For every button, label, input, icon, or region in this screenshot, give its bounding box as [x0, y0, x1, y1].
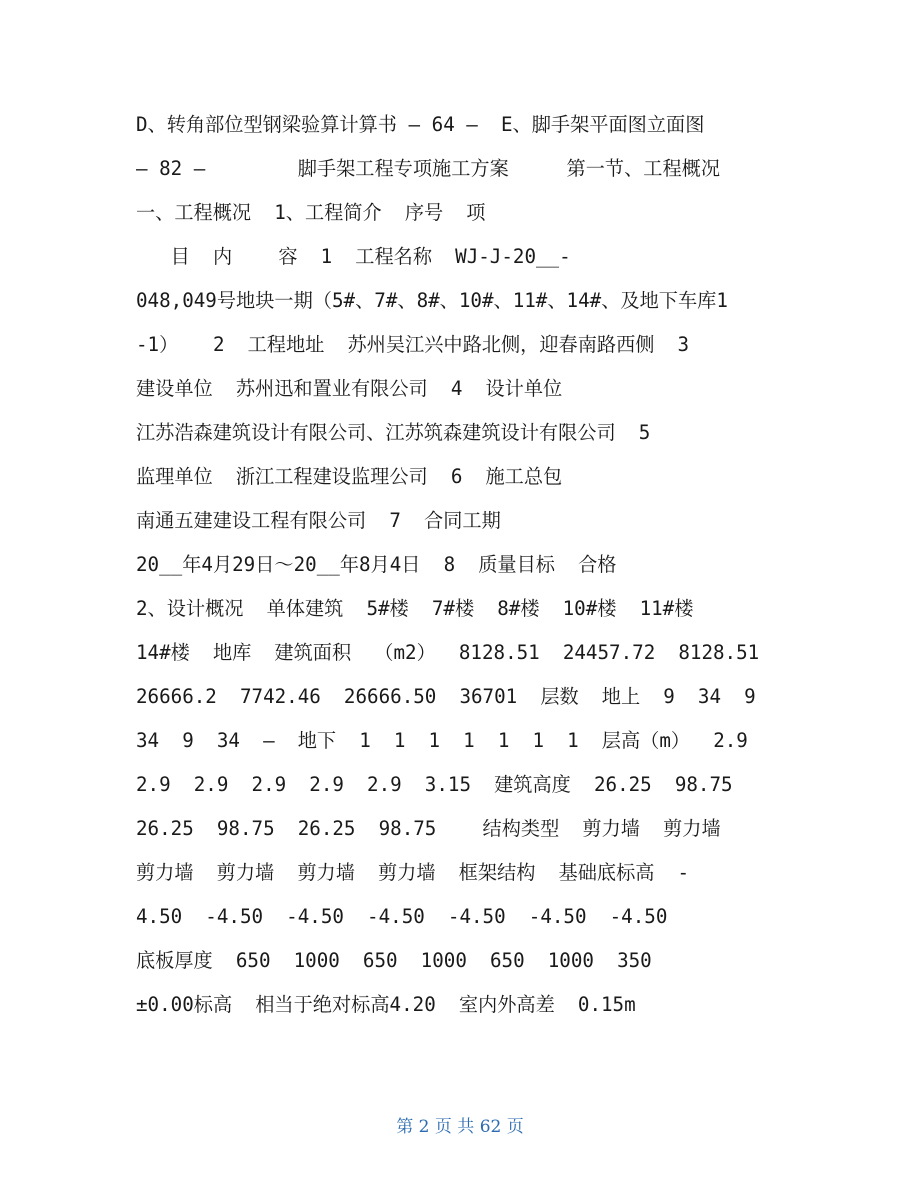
text-line: 监理单位 浙江工程建设监理公司 6 施工总包: [136, 465, 563, 488]
text-line: 江苏浩森建筑设计有限公司、江苏筑森建筑设计有限公司 5: [136, 421, 651, 444]
text-line: ±0.00标高 相当于绝对标高4.20 室内外高差 0.15m: [136, 993, 636, 1016]
text-line: 2、设计概况 单体建筑 5#楼 7#楼 8#楼 10#楼 11#楼: [136, 597, 694, 620]
text-line: 目 内 容 1 工程名称 WJ-J-20__-: [136, 245, 571, 268]
text-line: -1） 2 工程地址 苏州吴江兴中路北侧，迎春南路西侧 3: [136, 333, 690, 356]
text-line: D、转角部位型钢梁验算计算书 – 64 – E、脚手架平面图立面图: [136, 113, 705, 136]
text-line: 建设单位 苏州迅和置业有限公司 4 设计单位: [136, 377, 563, 400]
text-line: 南通五建建设工程有限公司 7 合同工期: [136, 509, 501, 532]
text-line: 048,049号地块一期（5#、7#、8#、10#、11#、14#、及地下车库1: [136, 289, 728, 312]
text-line: 一、工程概况 1、工程简介 序号 项: [136, 201, 486, 224]
text-line: 34 9 34 – 地下 1 1 1 1 1 1 1 层高（m） 2.9: [136, 729, 748, 752]
text-line: 20__年4月29日～20__年8月4日 8 质量目标 合格: [136, 553, 617, 576]
document-body: [136, 103, 786, 1027]
text-line: 14#楼 地库 建筑面积 （m2） 8128.51 24457.72 8128.51: [136, 641, 760, 664]
text-line: – 82 – 脚手架工程专项施工方案 第一节、工程概况: [136, 157, 721, 180]
text-line: 4.50 -4.50 -4.50 -4.50 -4.50 -4.50 -4.50: [136, 905, 668, 928]
text-line: 26666.2 7742.46 26666.50 36701 层数 地上 9 34 9: [136, 685, 756, 708]
text-line: 2.9 2.9 2.9 2.9 2.9 3.15 建筑高度 26.25 98.75: [136, 773, 733, 796]
page-number-footer: 第 2 页 共 62 页: [396, 1117, 524, 1137]
text-line: 26.25 98.75 26.25 98.75 结构类型 剪力墙 剪力墙: [136, 817, 721, 840]
text-line: 剪力墙 剪力墙 剪力墙 剪力墙 框架结构 基础底标高 -: [136, 861, 690, 884]
text-line: 底板厚度 650 1000 650 1000 650 1000 350: [136, 949, 652, 972]
